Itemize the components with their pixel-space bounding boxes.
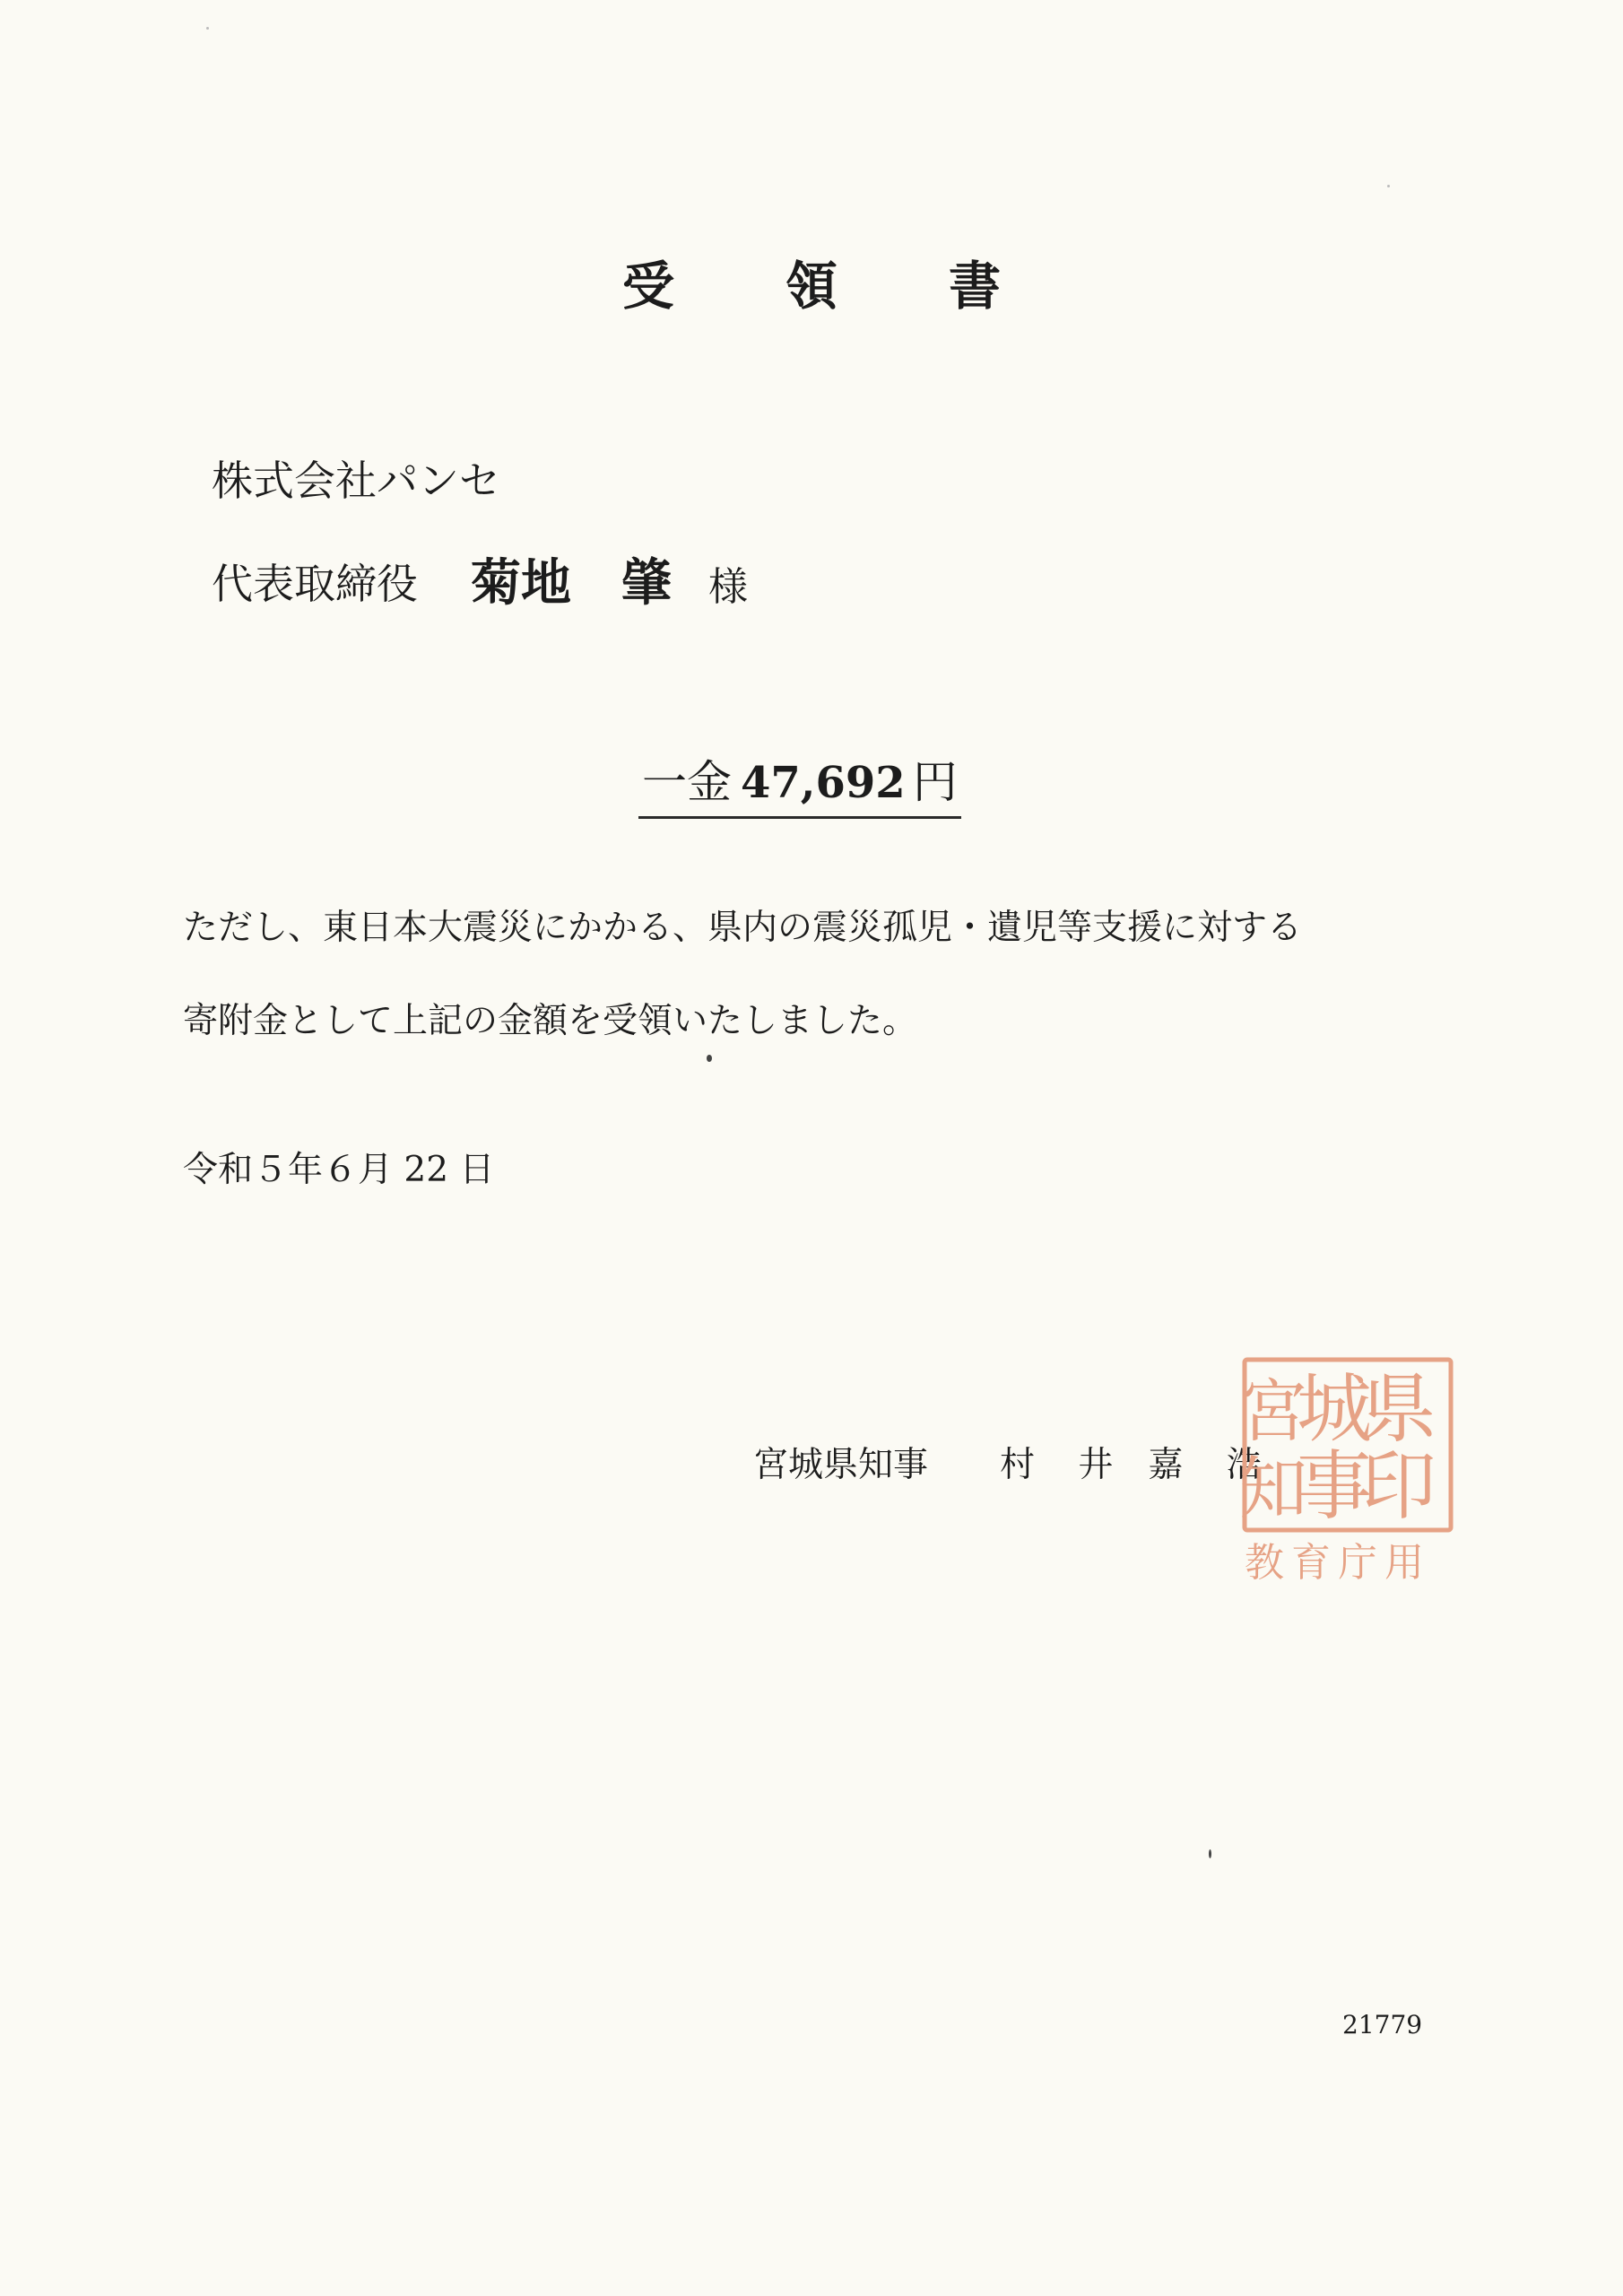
- amount-value: 47,692: [741, 758, 906, 808]
- svg-text:城: 城: [1296, 1365, 1373, 1453]
- title-char: 書: [949, 256, 1002, 317]
- recipient-role: 代表取締役: [212, 560, 418, 608]
- svg-text:印: 印: [1360, 1442, 1437, 1530]
- paper-speck: [206, 27, 209, 30]
- recipient-company: 株式会社パンセ: [212, 457, 500, 505]
- title-char: 受: [621, 256, 674, 317]
- document-title: [0, 244, 1623, 319]
- body-text-line-1: ただし、東日本大震災にかかる、県内の震災孤児・遺児等支援に対する: [183, 908, 1303, 948]
- svg-text:知: 知: [1239, 1448, 1307, 1528]
- signatory-name: 村 井 嘉 浩: [1000, 1445, 1262, 1485]
- title-char: 領: [785, 256, 838, 317]
- paper-speck: [1209, 1849, 1211, 1858]
- document-number: 21779: [1342, 2010, 1423, 2039]
- amount-prefix: 一金: [642, 756, 732, 808]
- seal-caption: 教育庁用: [1245, 1540, 1431, 1586]
- amount-line: [638, 746, 961, 819]
- svg-text:県: 県: [1360, 1365, 1437, 1453]
- recipient-name: 菊地 肇: [471, 554, 672, 613]
- svg-text:事: 事: [1296, 1442, 1373, 1530]
- signatory-office: 宮城県知事: [753, 1445, 929, 1485]
- paper-speck: [707, 1055, 712, 1062]
- issue-date: 令和５年６月 22 日: [183, 1150, 495, 1190]
- paper-speck: [1387, 185, 1390, 187]
- recipient-honorific: 様: [708, 564, 748, 610]
- amount-unit: 円: [912, 756, 958, 808]
- svg-text:宮: 宮: [1239, 1371, 1307, 1451]
- body-text-line-2: 寄附金として上記の金額を受領いたしました。: [183, 1001, 918, 1041]
